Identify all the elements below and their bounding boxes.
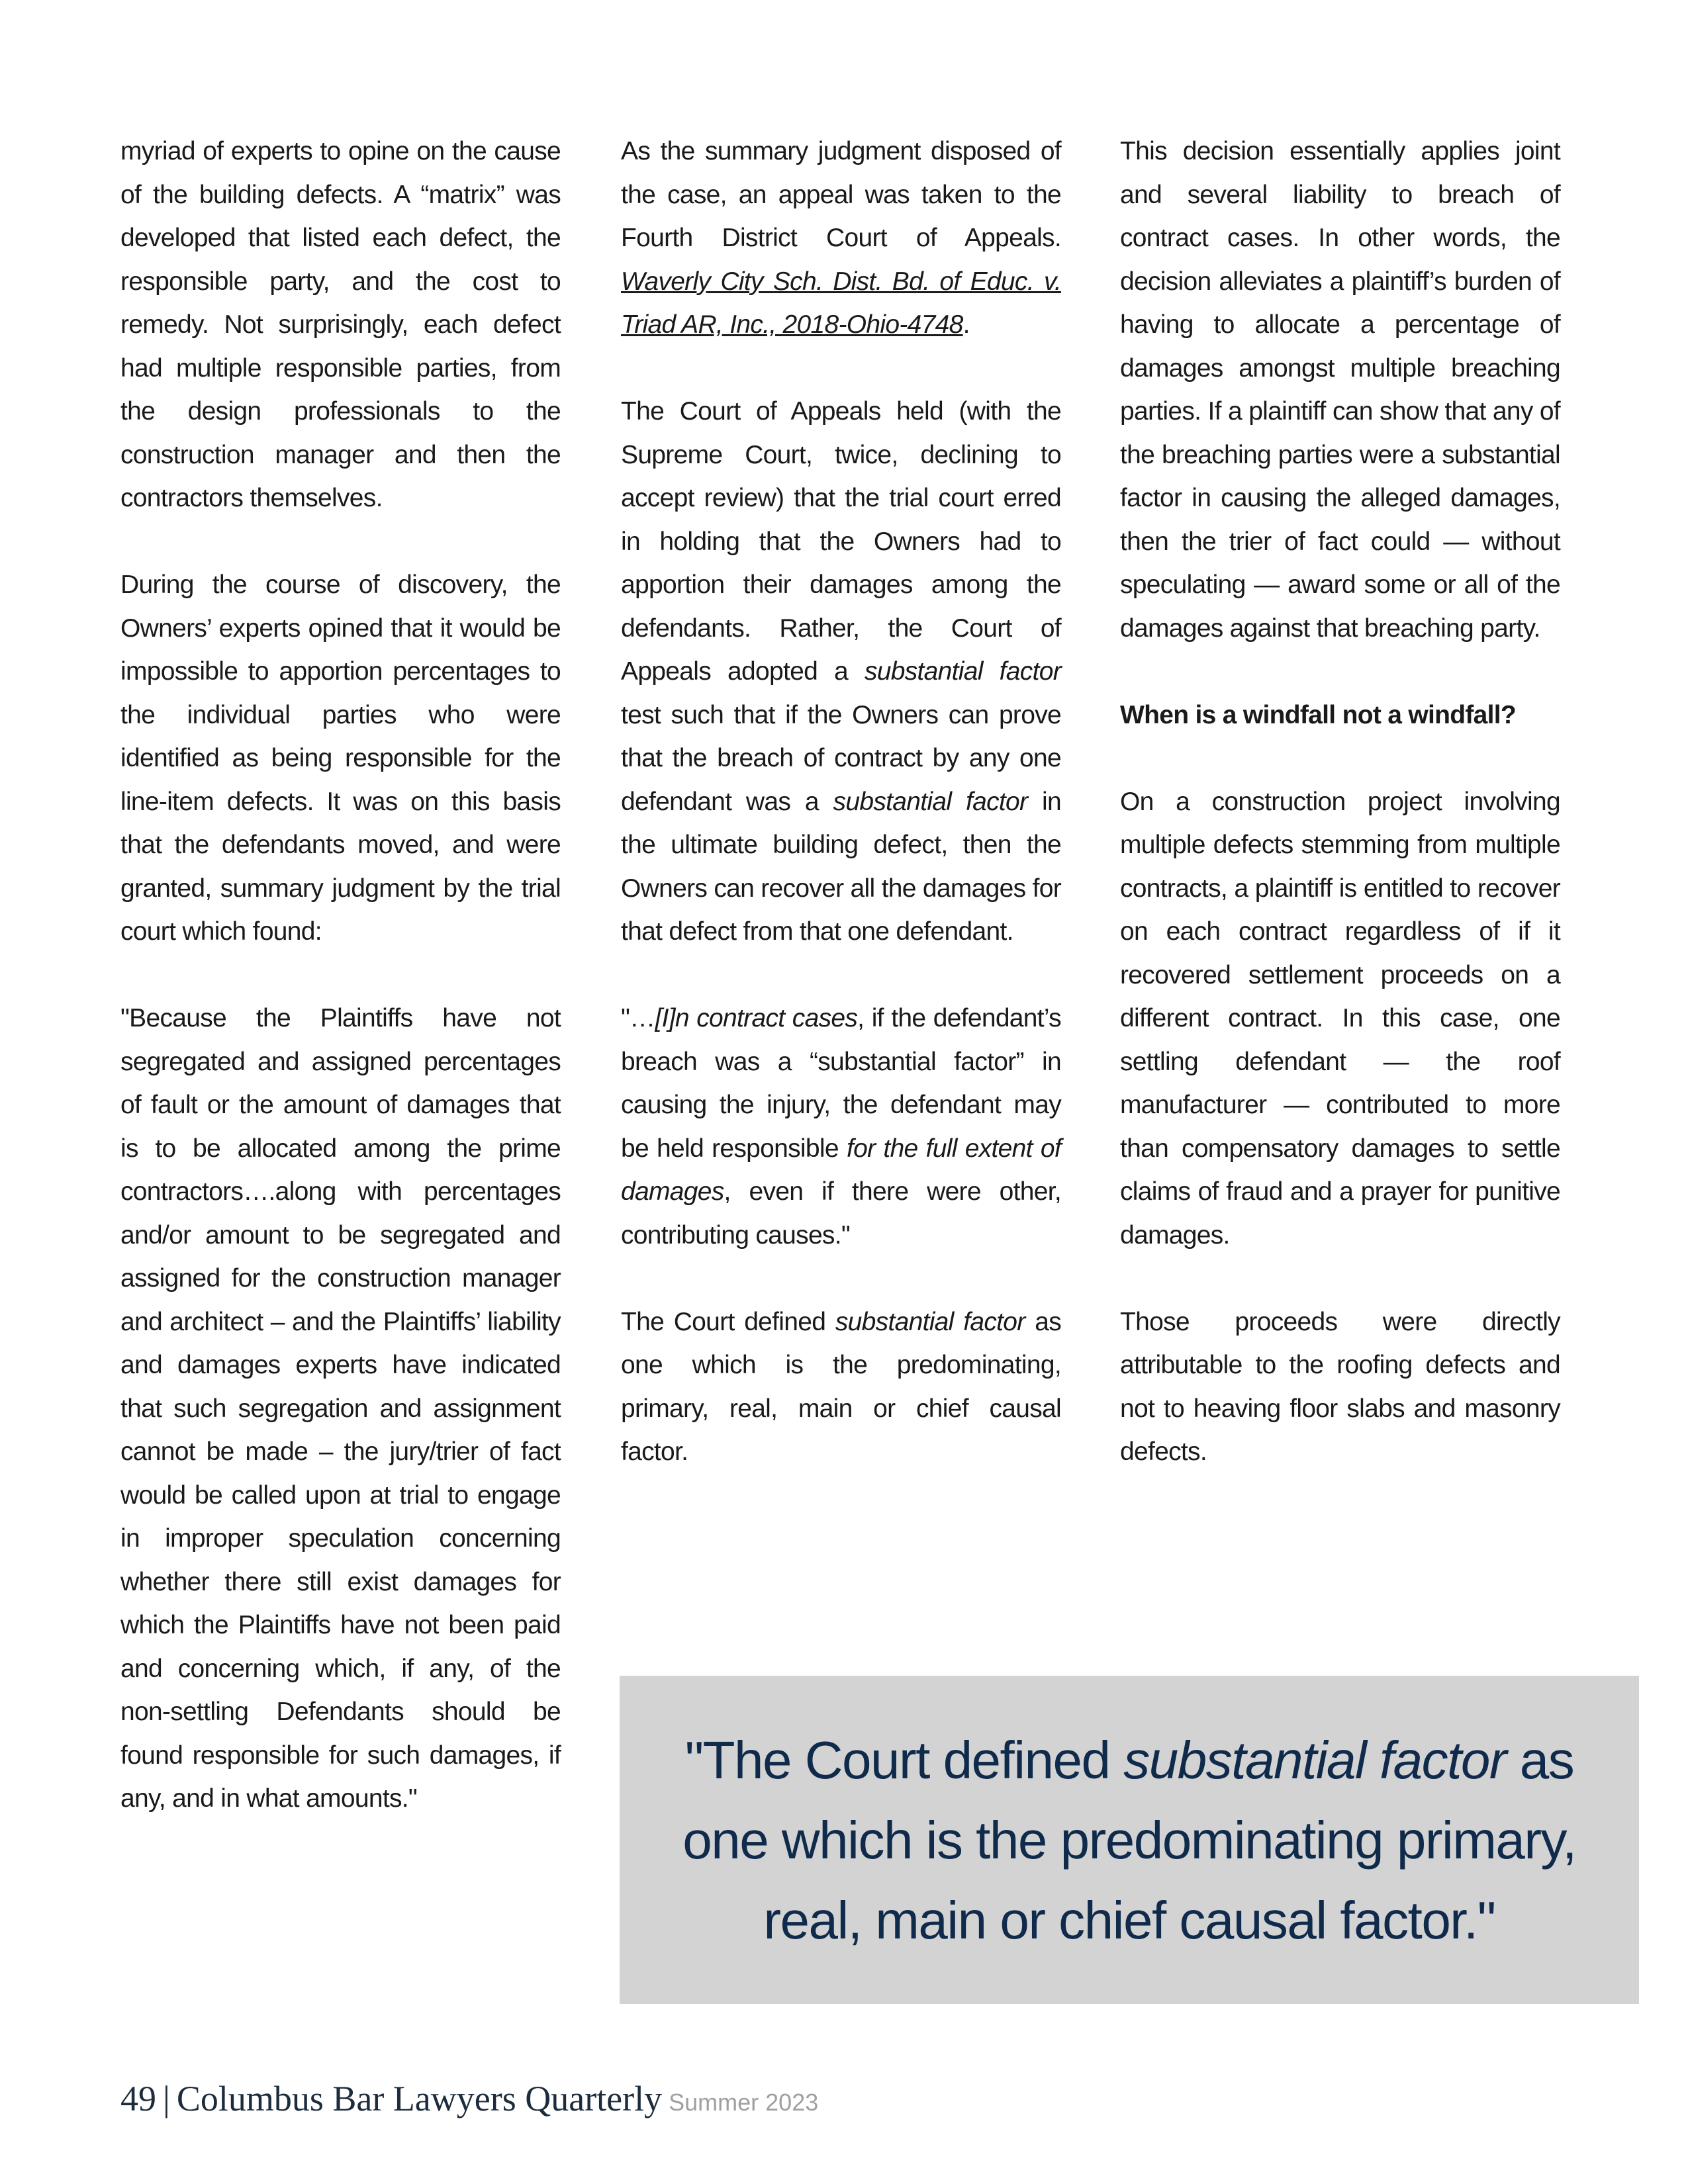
page-number: 49 [120, 2079, 156, 2118]
publication-title: Columbus Bar Lawyers Quarterly [176, 2079, 663, 2118]
court-quote-paragraph: "…[I]n contract cases, if the defendant’s breach was a “substantial factor” in causing the injury, the defendant may be held responsible for the full extent of damages, even if there were other, contributing causes." [621, 1004, 1062, 1250]
paragraph: The Court of Appeals held (with the Supreme Court, twice, declining to accept review) that the trial court erred in holding that the Owners had to apportion their damages among the defendants. Rather, the Court of Appeals adopted a substantial factor test such that if the Owners can prove that the breach of contract by any one defendant was a substantial factor in the ultimate building defect, then the Owners can recover all the damages for that defect from that one defendant. [621, 397, 1062, 946]
paragraph: myriad of experts to opine on the cause of the building defects. A “matrix” was developed that listed each defect, the responsible party, and the cost to remedy. Not surprisingly, each defect had multiple responsible parties, from the design professionals to the construction manager and then the contractors themselves. [120, 137, 561, 512]
paragraph: Those proceeds were directly attributable to the roofing defects and not to heaving floor slabs and masonry defects. [1120, 1307, 1560, 1466]
issue-season: Summer 2023 [669, 2089, 819, 2116]
pull-quote-box [620, 1676, 1639, 2004]
paragraph: On a construction project involving multiple defects stemming from multiple contracts, a plaintiff is entitled to recover on each contract regardless of if it recovered settlement proceeds on a different contract. In this case, one settling defendant — the roof manufacturer — contributed to more than compensatory damages to settle claims of fraud and a prayer for punitive damages. [1120, 787, 1560, 1250]
article-column-3 [1120, 130, 1560, 1517]
paragraph: As the summary judgment disposed of the case, an appeal was taken to the Fourth District Court of Appeals. Waverly City Sch. Dist. Bd. of Educ. v. Triad AR, Inc., 2018-Ohio-4748. [621, 137, 1061, 339]
paragraph: The Court defined substantial factor as one which is the predominating, primary, real, main or chief causal factor. [621, 1307, 1061, 1466]
paragraph: During the course of discovery, the Owners’ experts opined that it would be impossible to apportion percentages to the individual parties who were identified as being responsible for the line-item defects. It was on this basis that the defendants moved, and were granted, summary judgment by the trial court which found: [120, 570, 561, 946]
court-quote-paragraph: "Because the Plaintiffs have not segregated and assigned percentages of fault or the amount of damages that is to be allocated among the prime contractors….along with percentages and/or amount to be segregated and assigned for the construction manager and architect – and the Plaintiffs’ liability and damages experts have indicated that such segregation and assignment cannot be made – the jury/trier of fact would be called upon at trial to engage in improper speculation concerning whether there still exist damages for which the Plaintiffs have not been paid and concerning which, if any, of the non-settling Defendants should be found responsible for such damages, if any, and in what amounts." [120, 1004, 561, 1813]
page-footer [120, 2078, 818, 2124]
article-column-1 [120, 130, 561, 1864]
article-column-2 [621, 130, 1061, 1517]
section-heading: When is a windfall not a windfall? [1120, 700, 1517, 729]
footer-separator: | [163, 2079, 170, 2118]
case-citation-link[interactable]: Waverly City Sch. Dist. Bd. of Educ. v. Triad AR, Inc., 2018-Ohio-4748 [621, 267, 1061, 339]
paragraph: This decision essentially applies joint and several liability to breach of contract cases. In other words, the decision alleviates a plaintiff’s burden of having to allocate a percentage of damages amongst multiple breaching parties. If a plaintiff can show that any of the breaching parties were a substantial factor in causing the alleged damages, then the trier of fact could — without speculating — award some or all of the damages against that breaching party. [1120, 137, 1560, 643]
pull-quote-text: "The Court defined substantial factor as one which is the predominating primary, real, main or chief causal factor." [682, 1730, 1576, 1950]
